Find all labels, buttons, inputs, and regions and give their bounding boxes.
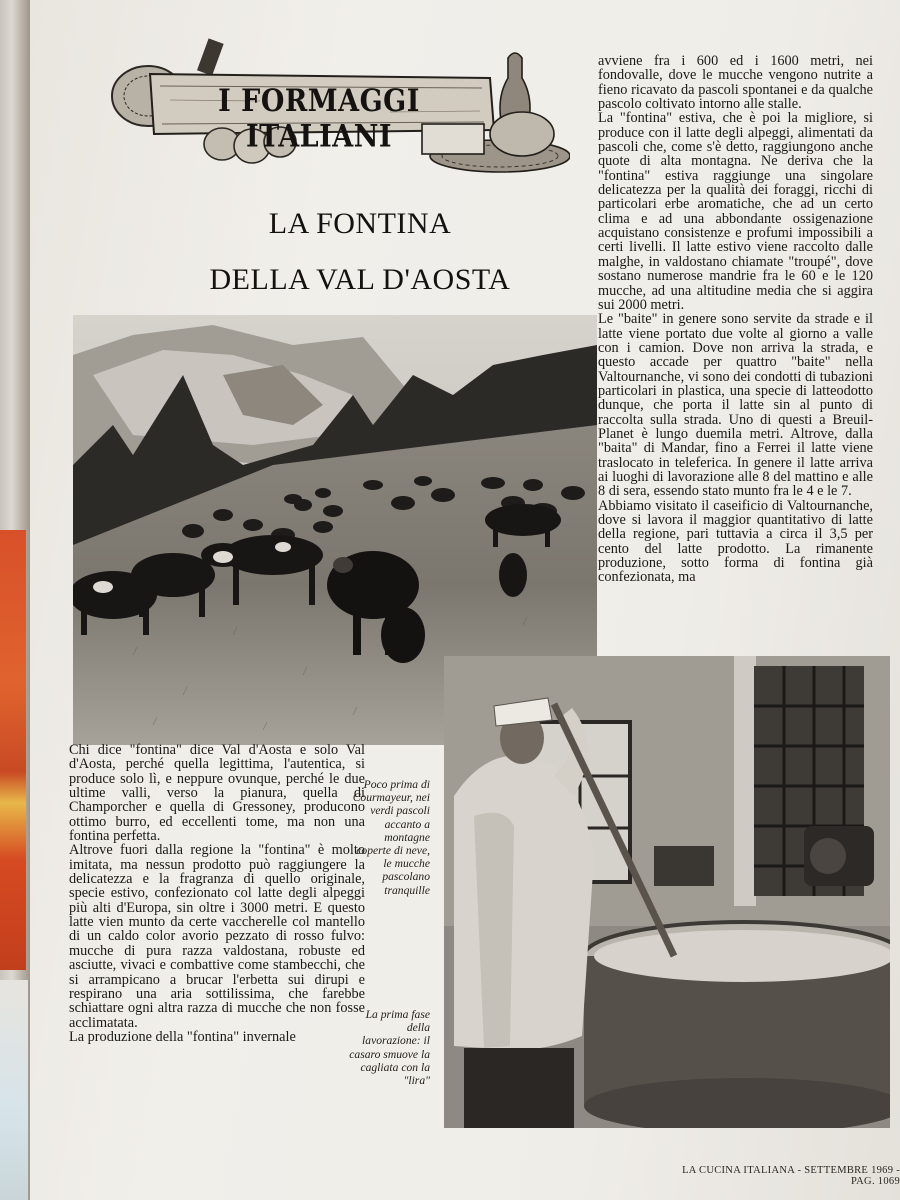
article-title-line1: LA FONTINA	[268, 207, 452, 240]
article-title	[180, 196, 540, 308]
facing-page-margin	[0, 980, 28, 1200]
paragraph: Chi dice "fontina" dice Val d'Aosta e solo Val d'Aosta, perché quella legittima, l'autentica, si produce solo lì, e neppure ovunque, perché le due ultime valli, verso la pianura, quella di Champorcher e quella di Gressoney, producono ottimo burro, ed eccellenti tome, ma non una fontina perfetta.	[69, 742, 365, 845]
paragraph: avviene fra i 600 ed i 1600 metri, nei fondovalle, dove le mucche vengono nutrite a fieno ricavato da pascoli spontanei e da qualche pascolo coltivato intorno alle stalle.	[598, 53, 873, 113]
paragraph: La produzione della "fontina" invernale	[69, 1028, 296, 1045]
series-masthead	[110, 38, 570, 178]
article-title-line2: DELLA VAL D'AOSTA	[209, 263, 511, 296]
series-title: I FORMAGGI ITALIANI	[218, 83, 420, 155]
paragraph: Altrove fuori dalla regione la "fontina" è molto imitata, ma nessun prodotto può raggiungere la delicatezza e la fragranza di quello originale, specie estivo, confezionato col latte degli alpeggi più alti d'Europa, sin oltre i 3000 metri. E questo latte vien munto da certe vaccherelle col mantello di un caldo color avorio pezzato di rosso fulvo: mucche di pura razza valdostana, robuste ed asciutte, vivaci e combattive come stambecchi, che si arrampicano a brucar l'erbetta sui dirupi e respirano una aria sottilissima, che farebbe schiattare ogni altra razza di mucche che non fosse acclimatata.	[69, 842, 365, 1031]
pasture-photo-caption: Poco prima di Courmayeur, nei verdi pascoli accanto a montagne coperte di neve, le mucche pascolano tranquille	[352, 778, 430, 897]
left-text-column	[69, 743, 365, 1044]
paragraph: Le "baite" in genere sono servite da strade e il latte viene portato due volte al giorno a valle con i camion. Dove non arriva la strada, e questo accade per quattro "baite" nella Valtournanche, vi sono dei condotti di tubazioni particolari in plastica, una specie di latteodotto dunque, che porta il latte sin al punto di raccolta sulla strada. Uno di questi a Breuil-Planet è lungo duemila metri. Altrove, dalla "baita" di Mandar, fino a Ferrei il latte viene traslocato in teleferica. In genere il latte arriva ai luoghi di lavorazione alle 8 del mattino e alle 8 di sera, essendo stato munto fra le 4 e le 7.	[598, 311, 873, 500]
page-footer: LA CUCINA ITALIANA - SETTEMBRE 1969 - PAG. 1069	[682, 1165, 900, 1187]
paragraph: La "fontina" estiva, che è poi la migliore, si produce con il latte degli alpeggi, alimentati da pascoli che, come s'è detto, raggiungono anche quote di alta montagna. Ne deriva che la "fontina" estiva raggiunge una singolare delicatezza per la qualità dei foraggi, ricchi di particolari erbe aromatiche, che ad un certo clima e ad una abbondante ossigenazione acquistano consistenze e profumi impossibili a certi livelli. Il latte estivo viene raccolto dalle malghe, in valdostano chiamate "troupé", dove sostano numerose mandrie fra le 60 e le 120 mucche, ad una altitudine media che si aggira sui 2000 metri.	[598, 110, 873, 313]
dairy-photo-image	[444, 656, 890, 1128]
facing-page-illustration	[0, 530, 26, 970]
dairy-photo-caption: La prima fase della lavorazione: il casaro smuove la cagliata con la "lira"	[349, 1008, 430, 1088]
paragraph: Abbiamo visitato il caseificio di Valtournanche, dove si lavora il maggior quantitativo di latte della regione, pari tuttavia a circa il 3,5 per cento del latte prodotto. La rimanente produzione, sotto forma di fontina già confezionata, ma	[598, 497, 873, 586]
right-text-column	[598, 54, 873, 585]
dairy-cheesemaker-photo	[444, 656, 890, 1128]
magazine-page	[30, 0, 900, 1200]
